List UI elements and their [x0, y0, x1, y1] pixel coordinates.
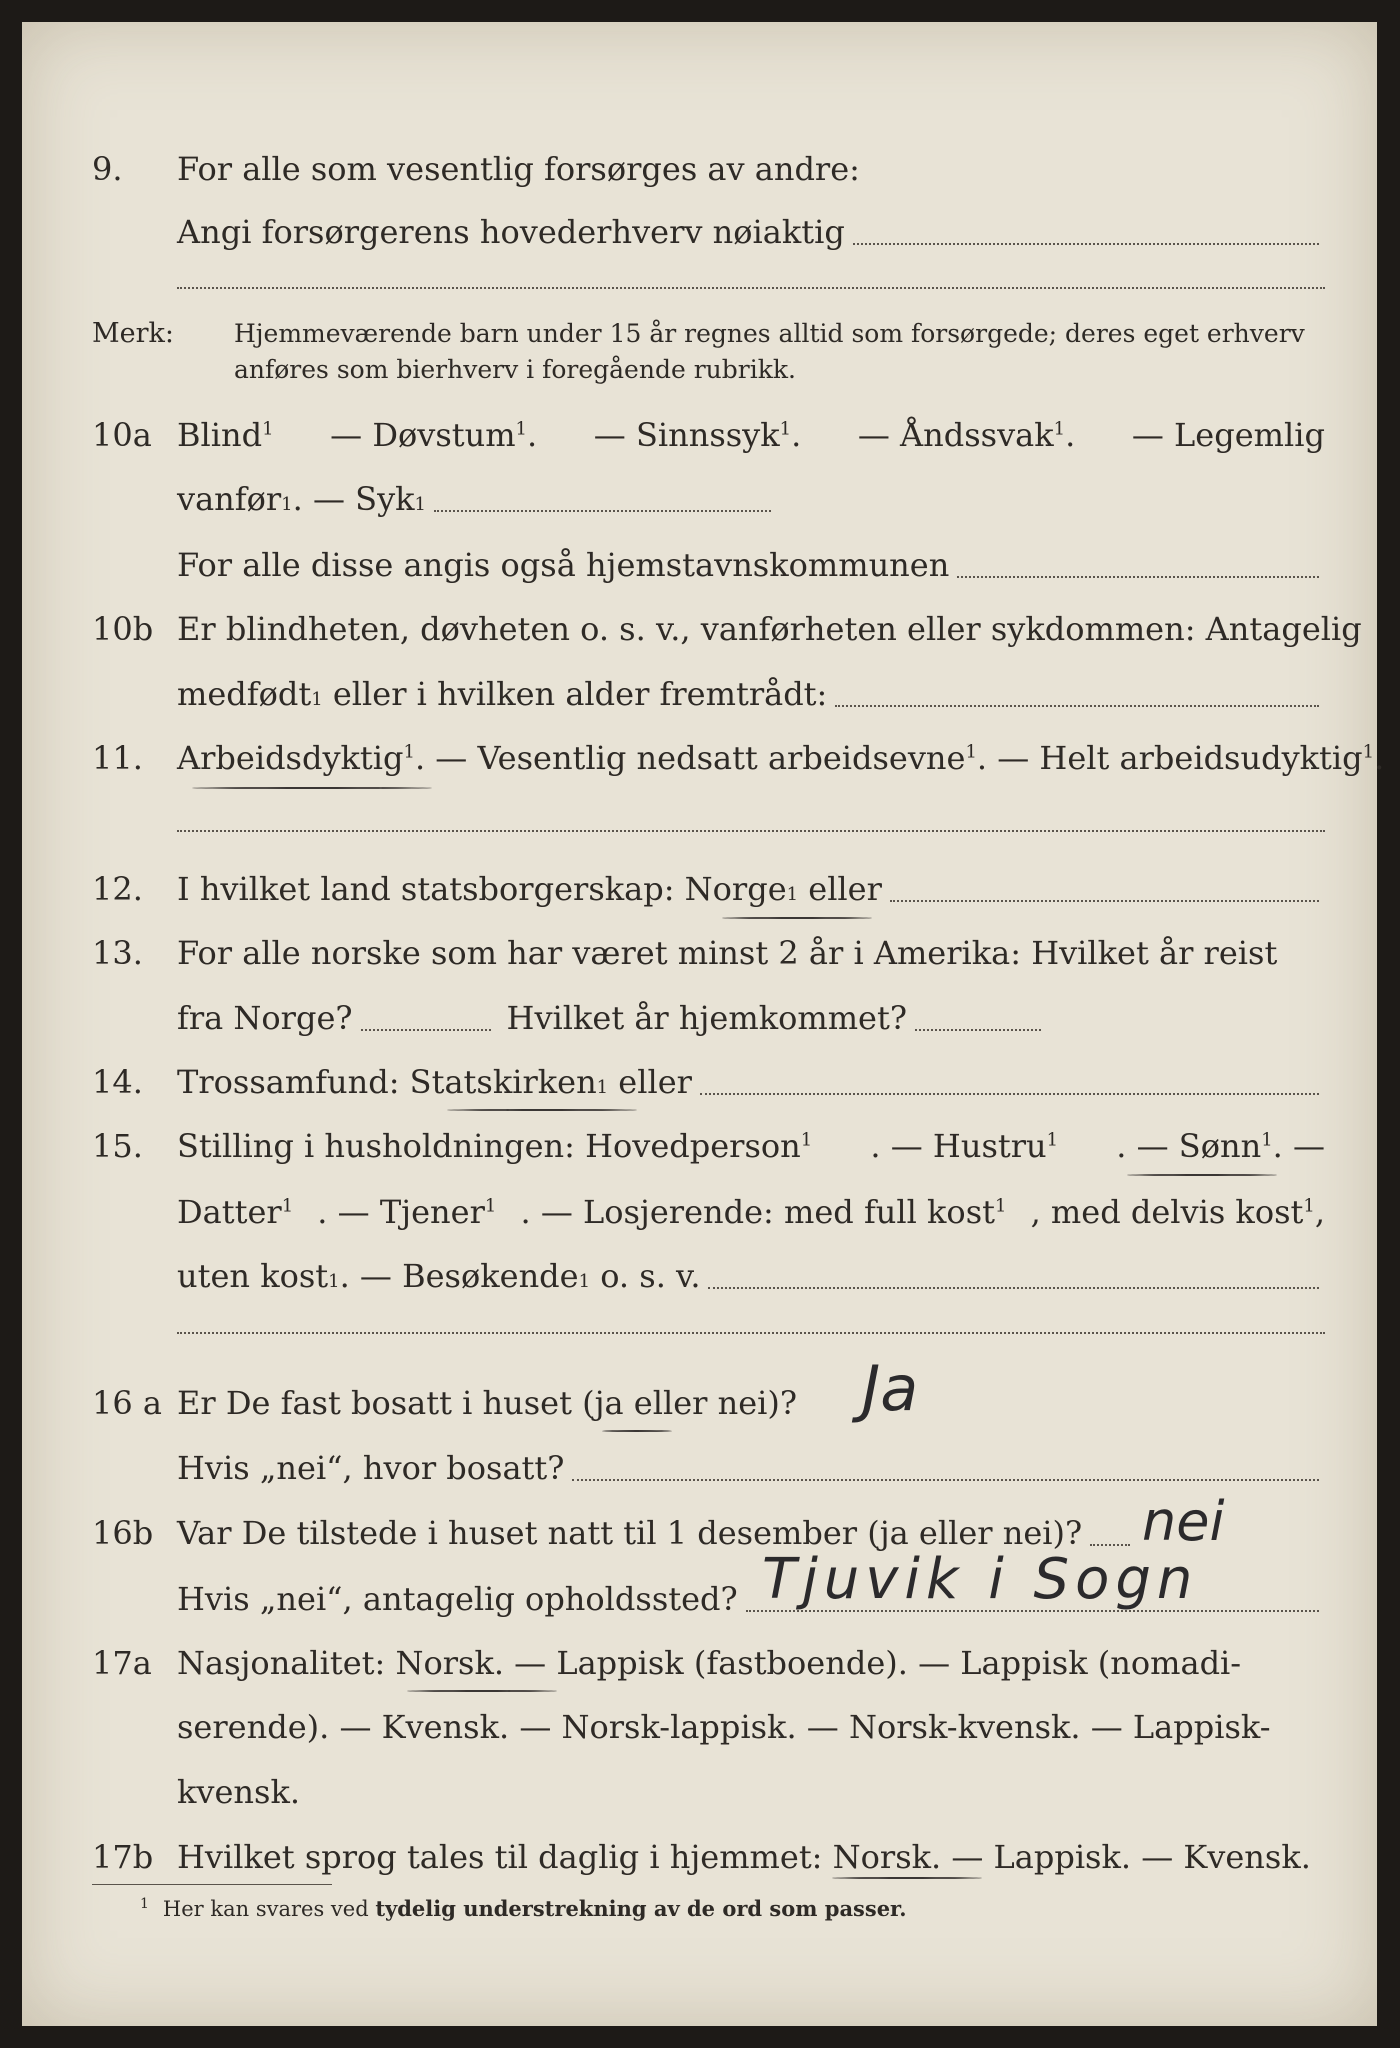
underline-norsk	[407, 1690, 557, 1692]
option-udyktig: . — Helt arbeidsudyktig	[976, 739, 1363, 777]
merk-line1: Hjemmeværende barn under 15 år regnes alltid som forsørgede; deres eget erhverv	[234, 319, 1305, 348]
q13-text: For alle norske som har været minst 2 år i Amerika: Hvilket år reist	[177, 934, 1278, 972]
handwritten-answer-16b: nei	[1142, 1490, 1225, 1553]
q10a-number: 10a	[92, 416, 152, 454]
option-nedsatt: . — Vesentlig nedsatt arbeidsevne	[414, 739, 966, 777]
option-hovedperson: Stilling i husholdningen: Hovedperson	[177, 1127, 801, 1165]
merk-line2: anføres som bierhverv i foregående rubrikk.	[234, 355, 796, 384]
option-statskirken: Statskirken	[409, 1063, 597, 1101]
q16b-text: Var De tilstede i huset natt til 1 desember (ja eller nei)?	[177, 1514, 1083, 1552]
footnote-mark: 1	[403, 741, 415, 763]
q10a-hjemstavn-field[interactable]	[957, 576, 1319, 578]
q11-number: 11.	[92, 739, 143, 777]
q14-eller: eller	[608, 1063, 692, 1101]
footnote-mark: 1	[1046, 1129, 1059, 1151]
q17a-row	[22, 1638, 1377, 1688]
q15-number: 15.	[92, 1127, 143, 1165]
q13-left-field[interactable]	[361, 1029, 491, 1031]
q16b-answer-field[interactable]	[1090, 1544, 1130, 1546]
q15-line3: uten kost 1 . — Besøkende 1 o. s. v.	[22, 1251, 1377, 1301]
q17b-row	[22, 1832, 1377, 1882]
q9-provider-label: Angi forsørgerens hovederhverv nøiaktig	[177, 213, 845, 251]
q13-returned-field[interactable]	[915, 1029, 1041, 1031]
option-datter: Datter	[177, 1193, 282, 1231]
q17a-label: Nasjonalitet:	[177, 1644, 396, 1682]
q15-comma: ,	[1314, 1193, 1325, 1231]
q10b-age-label: eller i hvilken alder fremtrådt:	[322, 675, 828, 713]
q16a-where-field[interactable]	[572, 1479, 1319, 1481]
q15-osv: o. s. v.	[590, 1257, 701, 1295]
footnote-mark: 1	[800, 1129, 813, 1151]
q10b-row	[22, 604, 1377, 654]
option-andssvak: — Åndssvak	[857, 416, 1054, 454]
option-vanfor: vanfør	[177, 480, 282, 518]
q16a-number: 16 a	[92, 1384, 162, 1422]
q11-extra-field[interactable]	[177, 830, 1325, 832]
q10b-age-field[interactable]	[835, 705, 1319, 707]
footnote-mark: 1	[965, 741, 977, 763]
q10b-text: Er blindheten, døvheten o. s. v., vanførheten eller sykdommen: Antagelig	[177, 610, 1362, 648]
q14-number: 14.	[92, 1063, 143, 1101]
footnote-number: 1	[140, 1896, 149, 1912]
q12-eller: eller	[798, 870, 882, 908]
footnote-mark: 1	[1261, 1129, 1273, 1151]
q9-number: 9.	[92, 150, 123, 188]
q14-row: 14. Trossamfund: Statskirken 1 eller	[22, 1057, 1377, 1107]
option-medfodt: medfødt	[177, 675, 312, 713]
q17a-options-line2: serende). — Kvensk. — Norsk-lappisk. — Norsk-kvensk. — Lappisk-	[177, 1708, 1271, 1746]
merk-label: Merk:	[92, 318, 174, 349]
footnote	[140, 1896, 907, 1921]
footnote-mark: 1	[1303, 1195, 1315, 1217]
option-syk: . — Syk	[292, 480, 415, 518]
q9-row	[22, 144, 1377, 194]
underline-ja	[602, 1430, 672, 1432]
footnote-rule	[92, 1884, 332, 1885]
underline-norge	[722, 917, 872, 919]
option-delvis-kost: , med delvis kost	[1030, 1193, 1304, 1231]
q12-number: 12.	[92, 870, 143, 908]
q14-label: Trossamfund:	[177, 1063, 410, 1101]
q12-country-field[interactable]	[890, 900, 1319, 902]
option-sinnssyk: — Sinnssyk	[593, 416, 780, 454]
q16b-place-label: Hvis „nei“, antagelig opholdssted?	[177, 1580, 738, 1618]
q14-faith-field[interactable]	[700, 1093, 1319, 1095]
q15-other-field[interactable]	[708, 1287, 1319, 1289]
q10a-line2: vanfør 1 . — Syk 1	[22, 474, 1377, 524]
underline-sonn	[1127, 1174, 1277, 1176]
option-arbeidsdyktig: Arbeidsdyktig	[177, 739, 404, 777]
q10b-line2: medfødt 1 eller i hvilken alder fremtrådt:	[22, 669, 1377, 719]
q11-row: 11. Arbeidsdyktig$^1$. — Vesentlig nedsatt arbeidsevne$^1$. — Helt arbeidsudyktig$^1$.	[22, 733, 1377, 783]
option-dovstum: — Døvstum	[330, 416, 516, 454]
q17a-options-line1: — Lappisk (fastboende). — Lappisk (nomadi-	[504, 1644, 1242, 1682]
footnote-text: Her kan svares ved	[162, 1897, 376, 1921]
option-norge: Norge	[684, 870, 787, 908]
q15-line2	[22, 1187, 1377, 1237]
q16a-row	[22, 1378, 1377, 1428]
q16a-text: Er De fast bosatt i huset (ja eller nei)?	[177, 1384, 798, 1422]
q17b-text: Hvilket sprog tales til daglig i hjemmet: Norsk. — Lappisk. — Kvensk.	[177, 1838, 1311, 1876]
option-hustru: . — Hustru	[870, 1127, 1047, 1165]
q17b-number: 17b	[92, 1838, 154, 1876]
underline-statskirken	[447, 1109, 637, 1111]
footnote-mark: 1	[1362, 741, 1375, 763]
q16a-where-label: Hvis „nei“, hvor bosatt?	[177, 1449, 565, 1487]
q16a-line2	[22, 1443, 1377, 1493]
option-blind: Blind	[177, 416, 263, 454]
q10a-syk-field[interactable]	[434, 510, 771, 512]
footnote-mark: 1	[779, 418, 792, 440]
q9-provider-field[interactable]	[853, 243, 1319, 245]
q15-dash: . —	[1272, 1127, 1325, 1165]
q15-extra-field[interactable]	[177, 1332, 1325, 1334]
option-legemlig: — Legemlig	[1131, 416, 1325, 454]
q12-row: 12. I hvilket land statsborgerskap: Norge 1 eller	[22, 864, 1377, 914]
q13-returned-label: Hvilket år hjemkommet?	[506, 999, 907, 1037]
footnote-mark: 1	[515, 418, 527, 440]
underline-norsk-sprog	[832, 1877, 982, 1879]
q17a-line2	[22, 1702, 1377, 1752]
option-besokende: . — Besøkende	[339, 1257, 579, 1295]
underline-arbeidsdyktig	[192, 787, 432, 789]
option-full-kost: . — Losjerende: med full kost	[520, 1193, 995, 1231]
q13-number: 13.	[92, 934, 143, 972]
q13-row	[22, 928, 1377, 978]
option-sonn: . — Sønn	[1116, 1127, 1262, 1165]
footnote-mark: 1	[262, 418, 274, 440]
q10a-row: 10a Blind$^1$ — Døvstum$^1$. — Sinnssyk$^1$. — Åndssvak$^1$. — Legemlig	[22, 410, 1377, 460]
footnote-mark: 1	[1053, 418, 1066, 440]
footnote-mark: 1	[281, 1195, 294, 1217]
handwritten-answer-16a: Ja	[862, 1352, 919, 1425]
q16b-number: 16b	[92, 1514, 154, 1552]
footnote-mark: 1	[484, 1195, 497, 1217]
q17a-options-line3: kvensk.	[177, 1773, 300, 1811]
option-tjener: . — Tjener	[317, 1193, 485, 1231]
option-uten-kost: uten kost	[177, 1257, 329, 1295]
q10b-number: 10b	[92, 610, 154, 648]
q15-row	[22, 1121, 1377, 1171]
q9-line2	[22, 207, 1377, 257]
handwritten-place-16b: Tjuvik i Sogn	[762, 1547, 1199, 1612]
q13-left-label: fra Norge?	[177, 999, 353, 1037]
census-form-page	[22, 22, 1385, 2026]
q9-text: For alle som vesentlig forsørges av andre:	[177, 150, 860, 188]
q10a-line3	[22, 540, 1377, 590]
footnote-bold: tydelig understrekning av de ord som passer.	[375, 1896, 907, 1921]
option-norsk-nasjonalitet: Norsk.	[395, 1644, 504, 1682]
q10a-hjemstavn-label: For alle disse angis også hjemstavnskommunen	[177, 546, 950, 584]
q9-extra-field[interactable]	[177, 287, 1325, 289]
q17a-number: 17a	[92, 1644, 152, 1682]
footnote-mark: 1	[994, 1195, 1007, 1217]
q13-line2	[22, 993, 1377, 1043]
q12-label: I hvilket land statsborgerskap:	[177, 870, 685, 908]
q17a-line3	[22, 1767, 1377, 1817]
